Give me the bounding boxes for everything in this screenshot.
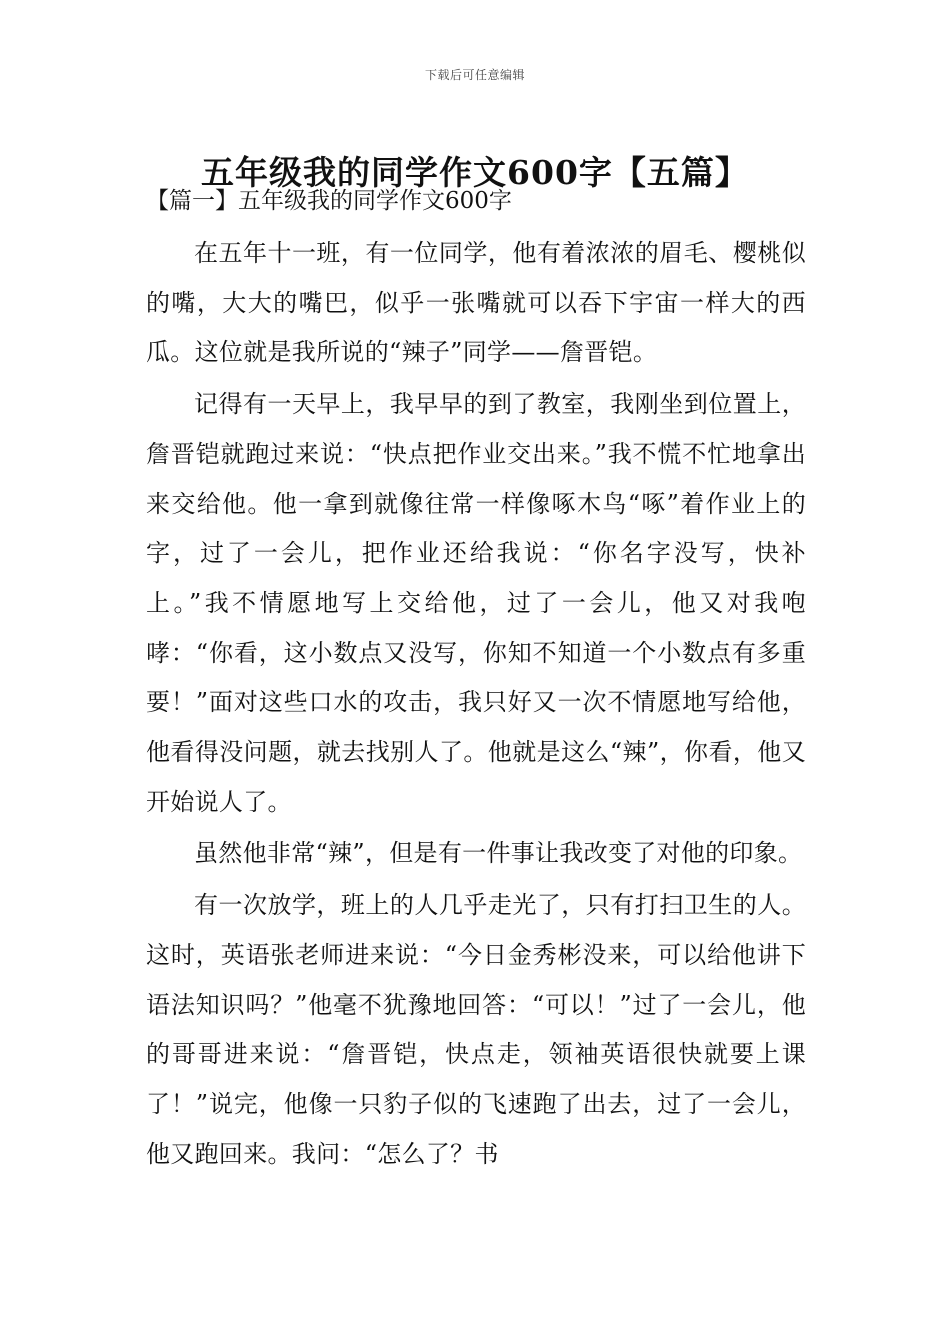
header-note: 下载后可任意编辑: [424, 68, 525, 82]
section-heading: 【篇一】五年级我的同学作文600字: [146, 188, 512, 214]
paragraph-1: 在五年十一班，有一位同学，他有着浓浓的眉毛、樱桃似的嘴，大大的嘴巴，似乎一张嘴就可以吞下宇宙一样大的西瓜。这位就是我所说的“辣子”同学——詹晋铠。: [146, 239, 806, 367]
paragraph-3: 虽然他非常“辣”，但是有一件事让我改变了对他的印象。: [194, 839, 803, 868]
document-title: 五年级我的同学作文600字【五篇】: [201, 153, 749, 193]
paragraph-4: 有一次放学，班上的人几乎走光了，只有打扫卫生的人。这时，英语张老师进来说：“今日金秀彬没来，可以给他讲下语法知识吗？”他毫不犹豫地回答：“可以！”过了一会儿，他的哥哥进来说：“詹晋铠，快点走，领袖英语很快就要上课了！”说完，他像一只豹子似的飞速跑了出去，过了一会儿，他又跑回来。我问：“怎么了？书: [146, 891, 806, 1168]
paragraph-2: 记得有一天早上，我早早的到了教室，我刚坐到位置上，詹晋铠就跑过来说：“快点把作业交出来。”我不慌不忙地拿出来交给他。他一拿到就像往常一样像啄木鸟“啄”着作业上的字，过了一会儿，把作业还给我说：“你名字没写，快补上。”我不情愿地写上交给他，过了一会儿，他又对我咆哮：“你看，这小数点又没写，你知不知道一个小数点有多重要！”面对这些口水的攻击，我只好又一次不情愿地写给他，他看得没问题，就去找别人了。他就是这么“辣”，你看，他又开始说人了。: [146, 390, 806, 816]
document-body: [146, 181, 806, 1181]
